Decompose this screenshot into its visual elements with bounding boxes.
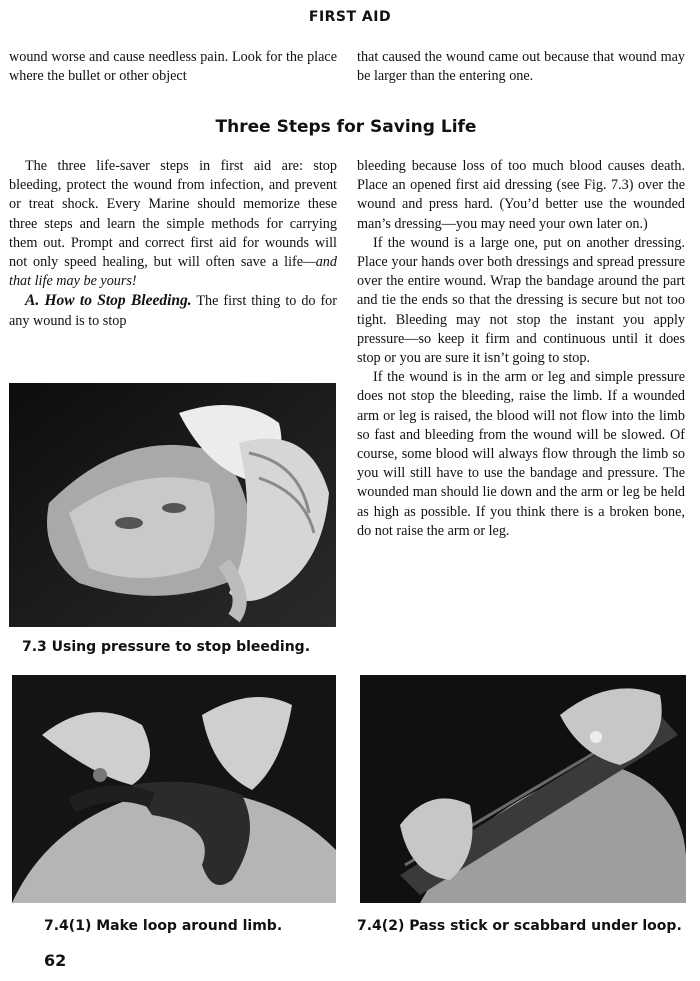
figure-caption-7-4-2: 7.4(2) Pass stick or scabbard under loop. <box>357 918 682 934</box>
bleeding-paragraph <box>9 291 337 330</box>
section-heading: Three Steps for Saving Life <box>215 117 477 137</box>
top-text-right-paragraph: that caused the wound came out because that wound may be larger than the entering one. <box>357 49 685 85</box>
figure-loop-photo <box>12 675 336 903</box>
right-column <box>357 157 685 541</box>
running-head: FIRST AID <box>308 9 392 25</box>
top-text-left-paragraph: wound worse and cause needless pain. Look for the place where the bullet or other object <box>9 49 337 85</box>
bleeding-intro-text: The first thing to do for any wound is to stop <box>9 293 337 329</box>
figure-caption-7-3: 7.3 Using pressure to stop bleeding. <box>22 639 311 655</box>
figure-stick-photo <box>360 675 686 903</box>
intro-text: The three life-saver steps in first aid are: stop bleeding, protect the wound from infection, and prevent or treat shock. Every Marine should memorize these three steps and learn the simple methods for carrying them out. Prompt and correct first aid for wounds will not only speed healing, but will often save a life <box>9 158 337 271</box>
intro-paragraph <box>9 157 337 291</box>
page-number: 62 <box>44 951 67 970</box>
top-text-left <box>9 48 337 86</box>
intro-emphasis: —and that life may be yours! <box>9 254 337 290</box>
subheading-stop-bleeding: A. How to Stop Bleeding. <box>25 292 192 310</box>
top-text-right <box>357 48 685 86</box>
right-paragraph-2: If the wound is a large one, put on another dressing. Place your hands over both dressings and spread pressure over the entire wound. Wrap the bandage around the part and tie the ends so that the dressing is secure but not too tight. Bleeding may not stop the instant you apply pressure—so keep it firm and continuous until it does stop or you are sure it isn’t going to stop. <box>357 234 685 367</box>
right-paragraph-3: If the wound is in the arm or leg and simple pressure does not stop the bleeding, raise the limb. If a wounded arm or leg is raised, the blood will not flow into the limb so fast and bleeding from the wound will be slowed. Of course, some blood will always flow through the limb so you will still have to use the bandage and pressure. The wounded man should lie down and the arm or leg be held as high as possible. If you think there is a broken bone, do not raise the arm or leg. <box>357 369 685 539</box>
right-paragraph-1: bleeding because loss of too much blood causes death. Place an opened first aid dressing (see Fig. 7.3) over the wound and press hard. (You’d better use the wounded man’s dressing—you may need your own later on.) <box>357 158 685 232</box>
left-column <box>9 157 337 331</box>
figure-caption-7-4-1: 7.4(1) Make loop around limb. <box>44 918 283 934</box>
figure-pressure-photo <box>9 383 336 627</box>
